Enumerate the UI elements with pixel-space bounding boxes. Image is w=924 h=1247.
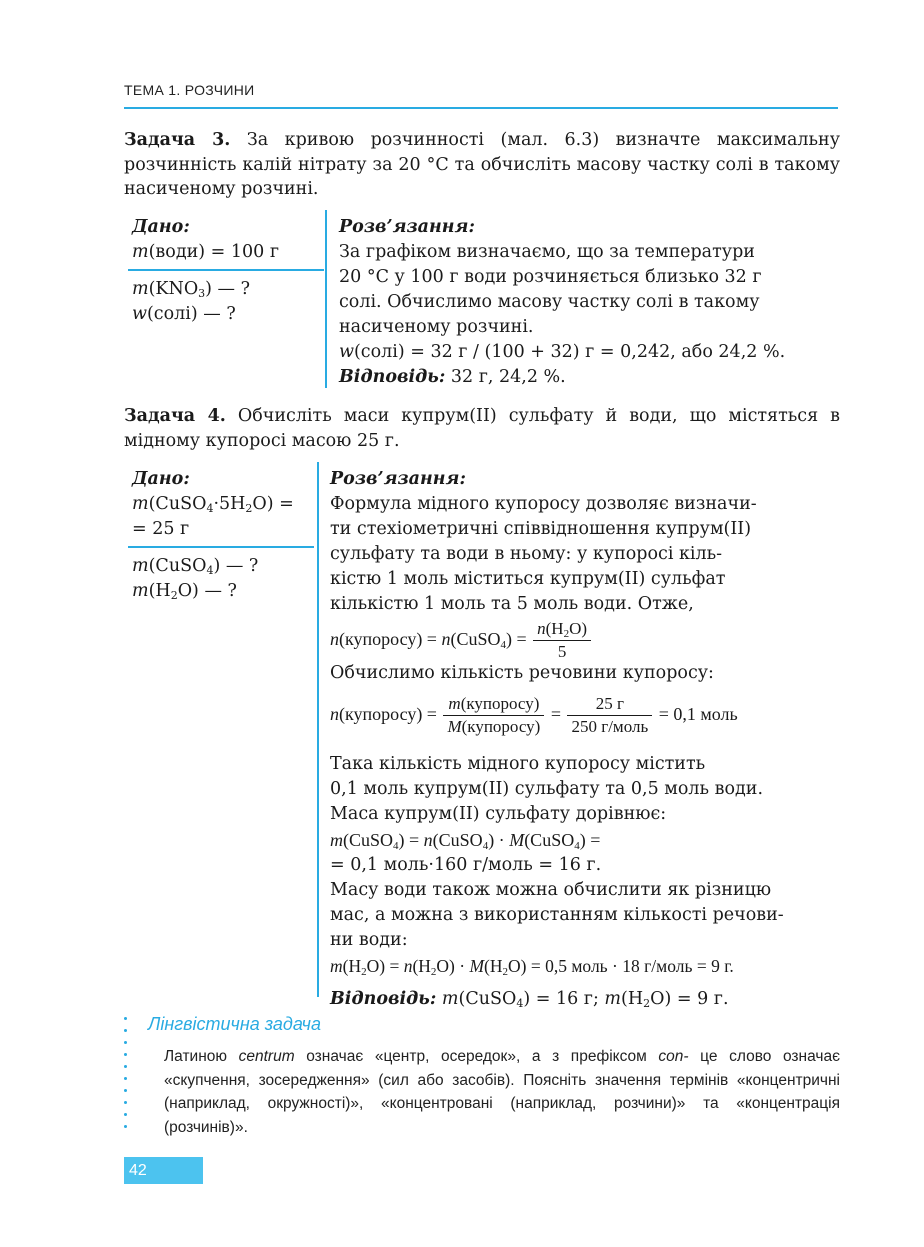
task3-divider-vertical bbox=[325, 210, 327, 388]
task4-given-divider bbox=[128, 546, 314, 548]
task4-solution-label: Розв’язання: bbox=[330, 469, 466, 489]
task3-solution-line: солі. Обчислимо масову частку солі в такому bbox=[339, 292, 760, 312]
task4-text: Обчисліть маси купрум(ІІ) сульфату й води, що містяться в мідному купоросі масою 25 г. bbox=[124, 406, 840, 451]
task3-solution-line: За графіком визначаємо, що за температури bbox=[339, 242, 755, 262]
task4-mid-line: 0,1 моль купрум(ІІ) сульфату та 0,5 моль води. bbox=[330, 779, 764, 799]
task4-solution-line: кістю 1 моль міститься купрум(ІІ) сульфат bbox=[330, 569, 726, 589]
task3-solution bbox=[339, 215, 839, 390]
task3-given bbox=[132, 215, 322, 327]
formula-moles-ratio: n(купоросу) = n(CuSO$_4$) = $\frac{n(H_2O)}{5}$ bbox=[330, 617, 842, 661]
task4-water-line: ни води: bbox=[330, 930, 408, 950]
task3-solution-formula: w(солі) = 32 г / (100 + 32) г = 0,242, або 24,2 %. bbox=[339, 342, 786, 362]
task3-answer-value: 32 г, 24,2 %. bbox=[445, 367, 566, 387]
task4-mid-line: Маса купрум(ІІ) сульфату дорівнює: bbox=[330, 804, 667, 824]
task3-solution-label: Розв’язання: bbox=[339, 217, 475, 237]
task4-solution-line: сульфату та води в ньому: у купоросі кіль- bbox=[330, 544, 723, 564]
task4-answer: Відповідь: m(CuSO$_4$) = 16 г; $m(H_2O) = 9$ г. bbox=[330, 989, 729, 1010]
task4-find-item: m(CuSO$_4$) — ? bbox=[132, 556, 259, 577]
task3-find-item: $m(KNO_3)$ — ? bbox=[132, 279, 251, 300]
task4-answer-label: Відповідь: bbox=[330, 989, 437, 1009]
task3-solution-line: 20 °С у 100 г води розчиняється близько 32 г bbox=[339, 267, 762, 287]
task3-answer bbox=[339, 365, 839, 390]
fraction-h2o-over-5: $\frac{n(H_2O)}{5}$ bbox=[533, 618, 591, 663]
task4-water-line: мас, а можна з використанням кількості речови- bbox=[330, 905, 784, 925]
task3-solution-line: насиченому розчині. bbox=[339, 317, 534, 337]
task4-solution bbox=[330, 467, 842, 1012]
page-number: 42 bbox=[124, 1157, 203, 1184]
linguistic-title: Лінгвістична задача bbox=[148, 1014, 322, 1034]
formula-result: = 0,1 моль bbox=[658, 704, 738, 724]
formula-cuso4-mass-value: = 0,1 моль·160 г/моль = 16 г. bbox=[330, 855, 602, 875]
task4-given-item: = 25 г bbox=[132, 519, 190, 539]
formula-water-mass: $m(H_2O) = n(H_2O) \cdot M(H_2O) = 0,5$ моль · 18 г/моль = 9 г. bbox=[330, 956, 734, 978]
task4-statement bbox=[124, 404, 840, 453]
task4-divider-vertical bbox=[317, 462, 319, 997]
formula-moles-value: n(купоросу) = $\frac{\text{m(купоросу)}}{\text{M(купоросу)}}$ = $\frac{25 г}{\text{250 г/моль}}$ = 0,1 моль bbox=[330, 694, 738, 737]
task3-given-divider bbox=[128, 269, 324, 271]
formula-cuso4-mass: m(CuSO$_4$) = n(CuSO$_4$) · M(CuSO$_4$) = bbox=[330, 830, 601, 852]
fraction-mass-over-molar: $\frac{\text{m(купоросу)}}{\text{M(купоросу)}}$ bbox=[443, 693, 544, 738]
task3-statement bbox=[124, 128, 840, 202]
task4-solution-line: ти стехіометричні співвідношення купрум(ІІ) bbox=[330, 519, 752, 539]
task3-given-item: m(води) = 100 г bbox=[132, 242, 280, 262]
fraction-values: $\frac{25 г}{\text{250 г/моль}}$ bbox=[567, 693, 652, 738]
task3-given-label: Дано: bbox=[132, 217, 190, 237]
task4-solution-line: кількістю 1 моль та 5 моль води. Отже, bbox=[330, 594, 694, 614]
task4-calc-text: Обчислимо кількість речовини купоросу: bbox=[330, 663, 714, 683]
task4-solution-line: Формула мідного купоросу дозволяє визначи- bbox=[330, 494, 757, 514]
task4-water-line: Масу води також можна обчислити як різницю bbox=[330, 880, 772, 900]
decorative-dots bbox=[124, 1017, 128, 1137]
task4-given-label: Дано: bbox=[132, 469, 190, 489]
task4-given-item: $m(CuSO_4\cdot 5H_2O)$ = bbox=[132, 494, 294, 515]
header-title: ТЕМА 1. РОЗЧИНИ bbox=[124, 82, 255, 98]
task3-find-item: w(солі) — ? bbox=[132, 304, 236, 324]
task3-label: Задача 3. bbox=[124, 130, 231, 150]
task4-label: Задача 4. bbox=[124, 406, 226, 426]
linguistic-text: Латиною centrum означає «центр, осередок», а з префіксом con- це слово означає «скупчення, зосередження» (сил або засобів). Поясніть значення термінів «концентричні (наприклад, окружності)», «концентровані (наприклад, розчини)» та «концентрація (розчинів)». bbox=[164, 1048, 840, 1136]
task4-mid-line: Така кількість мідного купоросу містить bbox=[330, 754, 706, 774]
task3-answer-label: Відповідь: bbox=[339, 367, 446, 387]
running-header bbox=[124, 80, 838, 109]
task4-given bbox=[132, 467, 312, 604]
task3-text: За кривою розчинності (мал. 6.3) визначте максимальну розчинність калій нітрату за 20 °С та обчисліть масову частку солі в такому насиченому розчині. bbox=[124, 130, 840, 199]
task4-find-item: $m(H_2O)$ — ? bbox=[132, 581, 237, 602]
